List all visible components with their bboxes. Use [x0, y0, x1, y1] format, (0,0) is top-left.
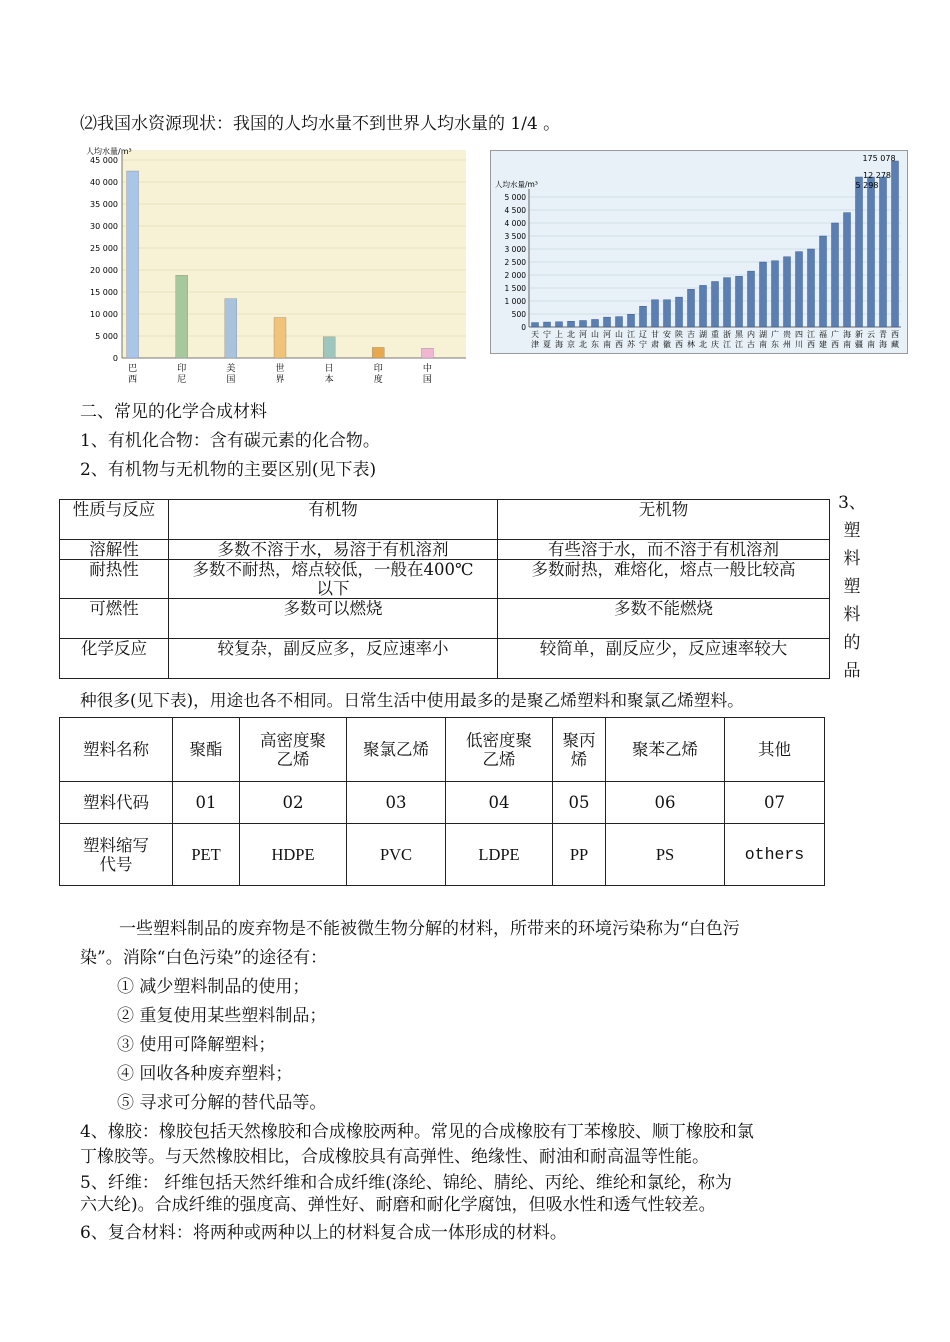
table2-cell: 塑料缩写代号	[60, 824, 173, 886]
table1-cell: 有些溶于水，而不溶于有机溶剂	[498, 540, 830, 560]
chart1-category-label: 世	[275, 364, 285, 374]
chart2-bar	[664, 300, 671, 327]
chart2-category-label: 青	[879, 330, 887, 339]
chart2-category-label: 古	[747, 340, 755, 349]
chart2-bar	[712, 282, 719, 328]
pollution-way-1: ① 减少塑料制品的使用；	[117, 977, 310, 997]
chart2-category-label: 西	[615, 340, 623, 349]
table2-cell: 03	[347, 782, 446, 824]
chart2-bar	[544, 322, 551, 327]
chart2-category-label: 重	[711, 330, 719, 339]
table2-cell: HDPE	[240, 824, 347, 886]
chart2-category-label: 南	[759, 340, 767, 349]
table2-cell: others	[725, 824, 825, 886]
chart2-category-label: 北	[567, 330, 575, 339]
chart2-category-label: 徽	[663, 340, 671, 349]
chart2-category-label: 建	[819, 340, 827, 349]
chart2-ytick-label: 1 500	[504, 284, 526, 293]
chart2-category-label: 藏	[891, 340, 899, 349]
table2-cell: 02	[240, 782, 347, 824]
chart2-category-label: 山	[615, 330, 623, 339]
table2-cell: PET	[173, 824, 240, 886]
chart2-bar	[736, 276, 743, 327]
chart2-ytick-label: 500	[511, 310, 526, 319]
chart2-bar	[784, 257, 791, 327]
chart2-category-label: 夏	[543, 340, 551, 349]
chart2-category-label: 海	[879, 340, 887, 349]
chart2-annotation: 175 078	[862, 154, 896, 163]
item3-continuation: 种很多(见下表)，用途也各不相同。日常生活中使用最多的是聚乙烯塑料和聚氯乙烯塑料。	[80, 690, 744, 710]
section-title-synthetic-materials: 二、常见的化学合成材料	[80, 402, 267, 422]
table2-cell: 其他	[725, 718, 825, 782]
chart2-category-label: 州	[783, 340, 791, 349]
table2-cell: 04	[446, 782, 553, 824]
table1-cell: 多数不溶于水，易溶于有机溶剂	[169, 540, 498, 560]
table2-cell: 高密度聚乙烯	[240, 718, 347, 782]
table1-cell: 较简单，副反应少，反应速率较大	[498, 639, 830, 679]
chart2-category-label: 内	[747, 330, 755, 339]
chart2-category-label: 广	[831, 330, 839, 339]
side-text-char: 3、	[838, 493, 866, 513]
chart2-category-label: 宁	[543, 330, 551, 339]
chart1-category-label: 度	[373, 375, 383, 385]
chart2-category-label: 江	[627, 330, 635, 339]
table2-cell: 塑料名称	[60, 718, 173, 782]
chart2-bar	[592, 319, 599, 327]
table1-cell: 化学反应	[60, 639, 169, 679]
chart1-category-label: 印	[373, 364, 383, 374]
chart2-category-label: 新	[855, 330, 863, 339]
chart2-category-label: 西	[675, 340, 683, 349]
chart1-category-label: 国	[422, 375, 432, 385]
table1-cell: 多数不能燃烧	[498, 599, 830, 639]
chart2-bar	[796, 252, 803, 327]
table2-cell: PVC	[347, 824, 446, 886]
organic-inorganic-table	[59, 499, 830, 679]
item5-fiber-line2: 六大纶)。合成纤维的强度高、弹性好、耐磨和耐化学腐蚀，但吸水性和透气性较差。	[80, 1195, 716, 1215]
table2-cell: PP	[553, 824, 606, 886]
chart2-category-label: 上	[555, 330, 563, 339]
chart2-ytick-label: 4 000	[504, 219, 526, 228]
table2-cell: 01	[173, 782, 240, 824]
chart2-bar	[844, 213, 851, 327]
chart2-category-label: 京	[567, 340, 575, 349]
chart1-ytick-label: 40 000	[90, 178, 118, 187]
pollution-paragraph-line2: 染”。消除“白色污染”的途径有：	[80, 948, 328, 968]
chart2-ytick-label: 0	[521, 323, 526, 332]
chart2-category-label: 云	[867, 330, 875, 339]
chart2-category-label: 吉	[687, 330, 695, 339]
chart2-category-label: 西	[891, 330, 899, 339]
chart2-bar	[880, 177, 887, 327]
chart2-category-label: 天	[531, 330, 539, 339]
chart2-category-label: 东	[591, 340, 599, 349]
chart1-bar	[225, 299, 237, 358]
chart2-category-label: 疆	[855, 340, 863, 349]
chart1-category-label: 中	[422, 364, 432, 374]
chart2-category-label: 津	[531, 340, 539, 349]
chart2-bar	[568, 321, 575, 327]
chart2-category-label: 西	[807, 340, 815, 349]
chart2-ytick-label: 5 000	[504, 193, 526, 202]
table2-cell: 聚酯	[173, 718, 240, 782]
chart2-category-label: 湖	[699, 330, 707, 339]
item4-rubber-line1: 4、橡胶：橡胶包括天然橡胶和合成橡胶两种。常见的合成橡胶有丁苯橡胶、顺丁橡胶和氯	[80, 1122, 754, 1142]
table1-cell: 可燃性	[60, 599, 169, 639]
heading-water-status: ⑵我国水资源现状：我国的人均水量不到世界人均水量的 1/4 。	[80, 114, 561, 134]
table1-header-inorganic: 无机物	[498, 500, 830, 540]
chart2-category-label: 山	[591, 330, 599, 339]
chart1-bar	[274, 318, 286, 358]
chart2-category-label: 河	[579, 330, 587, 339]
chart1-ytick-label: 10 000	[90, 310, 118, 319]
table2-cell: 05	[553, 782, 606, 824]
chart1-bar	[176, 275, 188, 358]
chart2-bar	[820, 236, 827, 327]
world-water-chart	[78, 140, 470, 396]
chart1-ytick-label: 5 000	[95, 332, 118, 341]
chart1-category-label: 美	[226, 364, 236, 374]
province-water-chart-svg	[491, 151, 907, 353]
chart2-bar	[640, 306, 647, 327]
chart2-category-label: 浙	[723, 330, 731, 339]
chart1-ytick-label: 25 000	[90, 244, 118, 253]
chart2-bar	[676, 297, 683, 327]
chart1-ytick-label: 30 000	[90, 222, 118, 231]
chart2-category-label: 江	[735, 340, 743, 349]
chart2-category-label: 苏	[627, 340, 635, 349]
pollution-way-3: ③ 使用可降解塑料；	[117, 1035, 276, 1055]
chart2-category-label: 河	[603, 330, 611, 339]
chart2-category-label: 黑	[735, 330, 743, 339]
table1-cell: 溶解性	[60, 540, 169, 560]
table1-cell: 多数耐热，难熔化，熔点一般比较高	[498, 560, 830, 599]
chart1-bar	[127, 171, 139, 358]
side-text-char: 品	[843, 661, 861, 681]
chart2-bar	[808, 249, 815, 327]
chart1-bar	[372, 347, 384, 358]
chart2-ytick-label: 3 000	[504, 245, 526, 254]
table1-cell: 耐热性	[60, 560, 169, 599]
plastic-codes-table	[59, 717, 825, 886]
chart2-category-label: 庆	[711, 340, 719, 349]
chart1-category-label: 西	[128, 375, 138, 385]
table1-header-organic: 有机物	[169, 500, 498, 540]
chart2-category-label: 贵	[783, 330, 791, 339]
table2-cell: 06	[606, 782, 725, 824]
chart2-category-label: 辽	[639, 330, 647, 339]
chart2-category-label: 海	[843, 330, 851, 339]
side-text-char: 料	[843, 605, 861, 625]
chart2-category-label: 林	[687, 340, 695, 349]
chart2-ytick-label: 1 000	[504, 297, 526, 306]
chart1-ytick-label: 35 000	[90, 200, 118, 209]
chart2-bar	[616, 317, 623, 327]
chart1-ylabel: 人均水量/m³	[86, 147, 132, 156]
chart2-category-label: 广	[771, 330, 779, 339]
pollution-way-5: ⑤ 寻求可分解的替代品等。	[117, 1093, 327, 1113]
chart1-category-label: 印	[177, 364, 187, 374]
chart2-category-label: 东	[771, 340, 779, 349]
world-water-chart-svg	[78, 140, 470, 396]
chart2-bar	[748, 271, 755, 327]
pollution-way-2: ② 重复使用某些塑料制品；	[117, 1006, 327, 1026]
chart2-category-label: 陕	[675, 330, 683, 339]
table1-cell: 较复杂，副反应多，反应速率小	[169, 639, 498, 679]
chart2-category-label: 西	[831, 340, 839, 349]
chart1-category-label: 本	[324, 375, 334, 385]
item-organic-vs-inorganic: 2、有机物与无机物的主要区别(见下表)	[80, 460, 377, 480]
chart2-bar	[892, 161, 899, 327]
side-text-char: 料	[843, 549, 861, 569]
chart2-annotation: 5 298	[855, 181, 879, 190]
item-organic-compound: 1、有机化合物：含有碳元素的化合物。	[80, 431, 380, 451]
chart1-category-label: 界	[275, 375, 285, 385]
chart2-bar	[700, 285, 707, 327]
chart2-category-label: 湖	[759, 330, 767, 339]
chart2-annotation: 12 278	[863, 171, 891, 180]
chart2-category-label: 南	[843, 340, 851, 349]
chart2-bar	[772, 261, 779, 327]
item5-fiber-line1: 5、纤维： 纤维包括天然纤维和合成纤维(涤纶、锦纶、腈纶、丙纶、维纶和氯纶，称为	[80, 1173, 732, 1193]
chart2-ytick-label: 4 500	[504, 206, 526, 215]
chart1-plot-area	[122, 150, 466, 358]
chart2-category-label: 北	[579, 340, 587, 349]
chart1-bar	[323, 337, 335, 358]
table1-cell: 多数可以燃烧	[169, 599, 498, 639]
chart2-category-label: 江	[723, 340, 731, 349]
table2-cell: 塑料代码	[60, 782, 173, 824]
chart2-category-label: 宁	[639, 340, 647, 349]
chart2-category-label: 四	[795, 330, 803, 339]
table2-cell: 低密度聚乙烯	[446, 718, 553, 782]
chart2-bar	[556, 322, 563, 327]
chart2-category-label: 北	[699, 340, 707, 349]
chart2-bar	[604, 317, 611, 327]
chart2-ylabel: 人均水量/m³	[495, 180, 538, 189]
chart1-ytick-label: 20 000	[90, 266, 118, 275]
chart2-bar	[688, 289, 695, 327]
chart2-category-label: 南	[867, 340, 875, 349]
chart2-category-label: 川	[795, 340, 803, 349]
chart2-bar	[652, 300, 659, 327]
pollution-paragraph-line1: 一些塑料制品的废弃物是不能被微生物分解的材料，所带来的环境污染称为“白色污	[119, 919, 740, 939]
chart1-ytick-label: 45 000	[90, 156, 118, 165]
chart2-bar	[724, 278, 731, 327]
chart1-category-label: 巴	[128, 364, 138, 374]
chart2-category-label: 江	[807, 330, 815, 339]
chart1-ytick-label: 0	[112, 354, 118, 363]
chart1-bar	[421, 348, 433, 358]
chart2-ytick-label: 3 500	[504, 232, 526, 241]
chart2-bar	[532, 323, 539, 327]
item4-rubber-line2: 丁橡胶等。与天然橡胶相比，合成橡胶具有高弹性、绝缘性、耐油和耐高温等性能。	[80, 1147, 709, 1167]
chart2-category-label: 南	[603, 340, 611, 349]
table2-cell: 聚氯乙烯	[347, 718, 446, 782]
table2-cell: PS	[606, 824, 725, 886]
side-text-char: 塑	[843, 577, 861, 597]
chart1-category-label: 日	[324, 364, 334, 374]
chart2-category-label: 安	[663, 330, 671, 339]
pollution-way-4: ④ 回收各种废弃塑料；	[117, 1064, 293, 1084]
chart2-ytick-label: 2 000	[504, 271, 526, 280]
chart2-bar	[760, 262, 767, 327]
table1-cell: 多数不耐热，熔点较低，一般在400℃以下	[169, 560, 498, 599]
chart2-category-label: 肃	[651, 340, 659, 349]
side-text-char: 的	[843, 633, 861, 653]
table2-cell: 07	[725, 782, 825, 824]
table2-cell: 聚丙烯	[553, 718, 606, 782]
chart2-category-label: 福	[819, 330, 827, 339]
chart2-bar	[832, 223, 839, 327]
item6-composite: 6、复合材料：将两种或两种以上的材料复合成一体形成的材料。	[80, 1223, 567, 1243]
table2-cell: 聚苯乙烯	[606, 718, 725, 782]
table2-cell: LDPE	[446, 824, 553, 886]
province-water-chart	[490, 150, 908, 354]
chart2-bar	[628, 314, 635, 327]
chart1-category-label: 尼	[177, 375, 187, 385]
side-text-char: 塑	[843, 521, 861, 541]
chart2-category-label: 海	[555, 340, 563, 349]
chart1-ytick-label: 15 000	[90, 288, 118, 297]
chart2-bar	[856, 177, 863, 327]
chart2-bar	[868, 177, 875, 327]
chart2-category-label: 甘	[651, 330, 659, 339]
chart2-ytick-label: 2 500	[504, 258, 526, 267]
chart1-category-label: 国	[226, 375, 236, 385]
chart2-bar	[580, 321, 587, 328]
table1-header-property: 性质与反应	[60, 500, 169, 540]
